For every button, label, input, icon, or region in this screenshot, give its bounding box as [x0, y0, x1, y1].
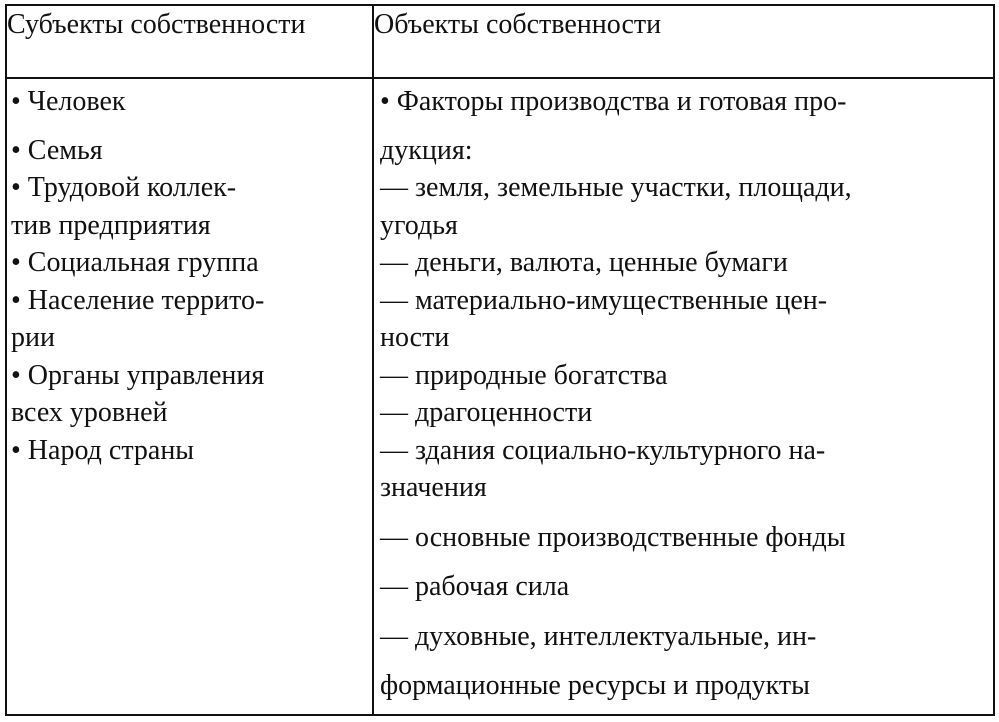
- objects-cell: [373, 78, 994, 715]
- object-line: формационные ресурсы и продукты: [380, 670, 810, 701]
- subjects-cell: [6, 78, 373, 715]
- subject-line: • Население террито-: [11, 284, 265, 316]
- header-objects: Объекты собственности: [373, 5, 994, 78]
- subject-line: • Народ страны: [11, 434, 195, 466]
- subject-line: • Органы управления: [11, 359, 265, 391]
- subject-line: • Семья: [11, 134, 103, 166]
- property-table: [5, 4, 995, 716]
- object-line: • Факторы производства и готовая про-: [380, 86, 847, 117]
- subject-line: всех уровней: [11, 397, 168, 428]
- object-line: ности: [380, 322, 450, 353]
- object-line: — основные производственные фонды: [380, 521, 846, 553]
- subject-line: • Социальная группа: [11, 247, 259, 278]
- object-line: — здания социально-культурного на-: [380, 434, 826, 466]
- object-line: — драгоценности: [380, 397, 593, 428]
- object-line: — природные богатства: [380, 359, 668, 391]
- header-subjects: Субъекты собственности: [6, 5, 373, 78]
- subject-line: • Человек: [11, 86, 126, 117]
- object-line: — духовные, интеллектуальные, ин-: [380, 620, 817, 652]
- object-line: — земля, земельные участки, площади,: [380, 172, 852, 203]
- subject-line: • Трудовой коллек-: [11, 172, 237, 203]
- table-body-row: [6, 78, 994, 715]
- object-line: — деньги, валюта, ценные бумаги: [380, 247, 788, 278]
- object-line: дукция:: [380, 134, 473, 166]
- object-line: значения: [380, 472, 487, 503]
- object-line: угодья: [380, 209, 458, 241]
- subject-line: тив предприятия: [11, 209, 211, 241]
- table-header-row: [6, 5, 994, 78]
- object-line: — рабочая сила: [380, 571, 570, 602]
- subject-line: рии: [11, 322, 55, 353]
- object-line: — материально-имущественные цен-: [380, 284, 828, 316]
